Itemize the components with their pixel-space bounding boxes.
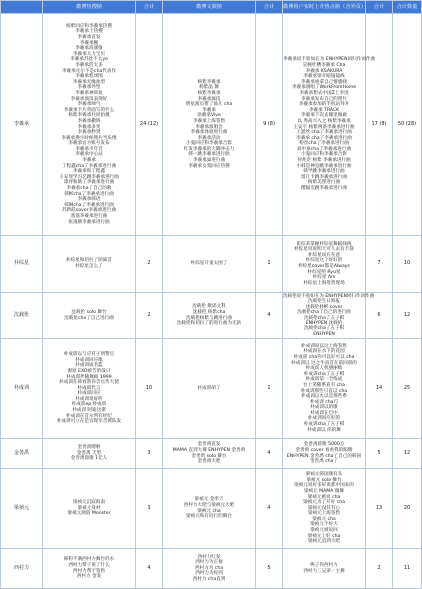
list-item: 梁祯元为了开好 cha xyxy=(303,500,345,506)
ent-total: 4 xyxy=(256,293,283,339)
list-item: 梁祯元被说 cha xyxy=(307,494,341,500)
rise-total: 14 xyxy=(366,339,393,439)
ent-list xyxy=(163,439,256,469)
grand-total: 50 (28) xyxy=(393,14,422,236)
list-item: 梁祯元 cha xyxy=(197,508,221,514)
list-item: 李羲承直发 xyxy=(77,35,101,40)
ent-total: 4 xyxy=(256,439,283,469)
list-item: 朴成训伴随舞蹈 1999 xyxy=(66,374,112,380)
list-item: 樱媛次跳李羲承进行曲 xyxy=(301,186,347,192)
list-item: 梁祯元身材 xyxy=(77,505,101,511)
row-name: 朴综星 xyxy=(1,236,43,293)
list-item: 李羲承体验进行曲 xyxy=(190,130,228,136)
list-item: 李羲承 TRACK xyxy=(308,107,340,113)
list-item: 朴成训在韩看韵你音官传大使 xyxy=(59,380,119,386)
list-item: 梁祯元上好 cha xyxy=(307,533,341,539)
list-item: 朴成训可立在范宣现军音援队发 xyxy=(56,419,122,425)
list-item: 李羲承发布自己的照片 xyxy=(301,96,347,102)
rise-total: 6 xyxy=(366,293,393,339)
list-item: 朴成训cha了五子棋 xyxy=(303,422,345,428)
rise-total: 7 xyxy=(366,236,393,293)
list-item: 何兆奇 杨紫 李羲承进行曲 xyxy=(297,158,351,164)
list-item: 杨紫李羲承 xyxy=(197,79,221,85)
list-item: 金善禹 cha了 xyxy=(309,459,339,465)
list-item: 李羲承苏丝不太yo xyxy=(70,57,108,63)
ent-list xyxy=(163,236,256,293)
list-item: 李羲承巢进行曲 xyxy=(192,158,226,164)
hot-total: 3 xyxy=(136,469,163,549)
header-grand-total: 合计数量 xyxy=(393,1,422,14)
list-item: 朴成训说以这上海签售 xyxy=(301,343,347,349)
list-item: 朴成训在巴中 xyxy=(310,410,338,416)
list-item: ENHYPEN 金善禹 cha了自己的韩国 xyxy=(286,453,362,459)
list-item: 留几卡跳李羲承进行曲 xyxy=(301,174,347,180)
list-item: 朴成训以 这之牛真首在前回训的 xyxy=(291,360,357,366)
list-item: 梁祯元不好大 xyxy=(310,522,338,528)
list-item: 西村力为你到 xyxy=(195,571,223,577)
list-item: 朴成训以的歌 xyxy=(310,405,338,411)
list-item: 沈载伦生日海报 xyxy=(308,299,340,305)
list-item: 韩琳cha了李羲承进行曲 xyxy=(64,202,114,208)
list-item: 朴成训回应 xyxy=(77,391,101,397)
list-item: 朴成训回应歌 xyxy=(75,357,103,363)
list-item: 李羲承多变 xyxy=(77,124,101,130)
rise-list xyxy=(283,439,366,469)
header-row xyxy=(1,1,422,14)
list-item: 李羲承说不验如在为 ENHYPEN回归作词作曲 xyxy=(283,57,376,63)
list-item: 李羲承韩语 xyxy=(77,197,101,203)
rise-total: 2 xyxy=(366,549,393,589)
list-item: 金善禹 cover 看看我的眼睛 xyxy=(295,447,353,453)
table-row xyxy=(1,236,422,293)
list-item: 韩一跳李羲承进行曲 xyxy=(188,152,230,158)
list-item: 梁祯元沉寂海南 xyxy=(72,500,106,506)
list-item: 朴综星这个好好的 xyxy=(305,258,343,264)
list-item: 李羲承演技表现好 xyxy=(70,96,108,102)
list-item: 金善禹 solo 舞台 xyxy=(191,453,227,459)
list-item: 梁祯元直到大吧 xyxy=(307,539,341,545)
list-item: 李羲承高颜值 xyxy=(75,46,103,52)
list-item: 粉丝cha了李羲承进行曲 xyxy=(299,141,349,147)
list-item: 朴成训成名篮 xyxy=(75,363,103,369)
list-item: 梁祯元颜值 Monster xyxy=(67,511,111,517)
list-item: 李羲承演技 xyxy=(197,96,221,102)
list-item: 徐羲承Vive xyxy=(197,113,221,119)
list-item: 沈载伦杨紫与跳进行曲 xyxy=(186,315,232,321)
table-row xyxy=(1,439,422,469)
list-item: 朴成训ep 朴成训 xyxy=(71,402,107,408)
list-item: 李羲承少年音 xyxy=(75,146,103,152)
hot-list xyxy=(43,14,136,236)
list-item: 梁祯元 MAMA 微舞 xyxy=(303,488,345,494)
list-item: 沈载伦朴彬 cover xyxy=(305,304,343,310)
list-item: 李羲承撒娇 xyxy=(77,118,101,124)
list-item: 西村力帮于签售 xyxy=(72,568,106,574)
list-item: 梁祯元 cha xyxy=(312,516,336,522)
list-item: 李羲承中心站 xyxy=(75,152,103,158)
list-item: 朴成训代言 xyxy=(77,385,101,391)
list-item: 王瑟丝 cha了李羲承进行曲 xyxy=(296,130,352,136)
ent-list xyxy=(163,339,256,439)
list-item: 张凌赫李羲承进行曲 xyxy=(68,219,110,225)
list-item: 朴成训cha了五子棋 xyxy=(303,371,345,377)
list-item: 苏新皓cover李羲承进行曲 xyxy=(61,208,117,214)
grand-total: 25 xyxy=(393,339,422,439)
list-item: 西村力帮子说了什么 xyxy=(68,562,110,568)
list-item: 小鬼回应和李羲承合影 xyxy=(301,152,347,158)
list-item: 朴成训第一全练成 xyxy=(305,377,343,383)
list-item: 沈载伦 杨紫cha xyxy=(192,309,226,315)
list-item: 朴综星上海签售现场 xyxy=(303,280,345,286)
list-item: 李羲承 KSAKURA xyxy=(305,68,343,74)
rise-list xyxy=(283,14,376,236)
list-item: 丁程鑫cha了李羲承进行曲 xyxy=(61,163,117,169)
row-name: 沈载伦 xyxy=(1,293,43,339)
list-item: 朴成训回应好的 xyxy=(307,416,341,422)
list-item: 金善禹嗯啦 xyxy=(77,445,101,451)
hot-total: 10 xyxy=(136,339,163,439)
list-item: 李羲承参加的手机站拜开 xyxy=(298,102,350,108)
list-item: 崔综来掌握朴综星舞蹈线线 xyxy=(296,241,352,247)
list-item: 梁祯元韩国颜有头 xyxy=(305,472,343,478)
list-item: 李羲承无缘油型 xyxy=(72,79,106,85)
list-item: 小韩是神是跳李羲承进行曲 xyxy=(296,163,352,169)
ent-total: 1 xyxy=(256,339,283,439)
list-item: 朴成训以火以是那些系 xyxy=(301,394,347,400)
list-item: 西村力 cha直到 xyxy=(192,576,226,582)
grand-total: 12 xyxy=(393,293,422,339)
list-item: 梁祯元说好多好说那中国来的 xyxy=(294,483,354,489)
list-item: 李羲承帅气 xyxy=(77,102,101,108)
list-item: 李羲承梁开眼镜镜线 xyxy=(303,74,345,80)
hot-total: 24 (12) xyxy=(136,14,163,236)
table-row xyxy=(1,469,422,549)
list-item: 李羲承兑尔不是cha代表作 xyxy=(61,68,117,74)
list-item: 蒸谣李羲承进行曲 xyxy=(70,214,108,219)
ent-total: 5 xyxy=(256,549,283,589)
list-item: 朴综星cover都是Always xyxy=(298,264,350,269)
list-item: 韩彬cha了李羲承进行曲 xyxy=(64,191,114,197)
grand-total: 12 xyxy=(393,439,422,469)
hot-list xyxy=(43,439,136,469)
list-item: 李羲承上热搜 xyxy=(75,29,103,35)
list-item: 韩粉不满西村力舞台轻水 xyxy=(63,557,115,563)
ent-total: 1 xyxy=(256,236,283,293)
list-item: 李羲承神回复 xyxy=(75,90,103,96)
hot-list xyxy=(43,339,136,439)
list-item: 李羲承活动 xyxy=(197,135,221,141)
rise-list xyxy=(283,469,366,549)
rise-total: 5 xyxy=(366,439,393,469)
list-item: 梁祯元被说回 xyxy=(310,528,338,534)
list-item: 李羲承想去中国Z上李进 xyxy=(299,90,349,96)
list-item: 朴综星怎么了 xyxy=(75,264,103,269)
header-name xyxy=(1,1,43,14)
hot-total: 4 xyxy=(136,549,163,589)
table-row xyxy=(1,549,422,589)
list-item: 金善禹 天型 xyxy=(76,450,102,456)
list-item: 小鬼回应和李羲承合影 xyxy=(186,141,232,147)
list-item: 李羲承下次去哪里做做 xyxy=(301,113,347,119)
rise-total: 13 xyxy=(366,469,393,549)
rise-list xyxy=(283,293,375,339)
list-item: 韩学跳李羲承进行曲 xyxy=(303,169,345,175)
list-item: 李羲承大力宝贝 xyxy=(72,51,106,57)
list-item: 西村力为 cha xyxy=(194,565,224,571)
table-row xyxy=(1,293,422,339)
hot-list xyxy=(43,549,136,589)
list-item: 杨紫李羲承共同拍摄 xyxy=(68,113,110,119)
hot-list xyxy=(43,469,136,549)
list-item: 李羲承机场图 xyxy=(75,74,103,80)
hot-list xyxy=(43,236,136,293)
list-item: 宣腕吐槽李羲承 Cha xyxy=(302,62,346,68)
row-name: 梁祯元 xyxy=(1,469,43,549)
header-weibo-ent: 微博文娱榜 xyxy=(163,1,256,14)
list-item: 朴成训以与应有子到警官 xyxy=(63,352,115,358)
list-item: 王安宇 杨紫两条李羲承进行曲 xyxy=(293,124,355,130)
list-item: 台上采随系直有 cha xyxy=(303,382,345,388)
ent-total: 9 (8) xyxy=(256,14,283,236)
list-item: 李羲承 cha了李羲承进行曲 xyxy=(296,135,352,141)
list-item: 李羲承 xyxy=(82,158,96,164)
list-item: 西村力红发 xyxy=(197,554,221,560)
header-hot-total: 合计 xyxy=(136,1,163,14)
list-item: 西村力大吧与梁祯元大吧 xyxy=(183,502,235,508)
list-item: 沈载伦cha了自己进行曲 xyxy=(64,315,114,321)
list-item: 金善禹晨歌 5000万 xyxy=(303,442,345,448)
list-item: 李羲承上海签售 xyxy=(192,118,226,124)
ent-list xyxy=(163,469,256,549)
list-item: 朴成训人机感丽练 xyxy=(305,366,343,372)
list-item: 李羲承和丁程鑫 xyxy=(72,169,106,175)
grand-total: 11 xyxy=(393,549,422,589)
list-item: 西村力为正视 xyxy=(195,560,223,566)
hot-total: 2 xyxy=(136,236,163,293)
list-item: 朴综星开童太困了 xyxy=(190,261,228,267)
header-rise-total: 合计 xyxy=(366,1,393,14)
list-item: 朴成训胡了 xyxy=(197,385,221,391)
list-item: 李羲承换小时候照片当头像 xyxy=(61,135,117,141)
list-item: 朴成训 阿迪达斯 xyxy=(72,408,106,414)
list-item: 金善禹直发 xyxy=(197,442,221,448)
list-item: 朴综星和切拉了陌离首 xyxy=(66,258,112,264)
list-item: 朴成训 cha巧 xyxy=(309,399,339,405)
list-item: ENHYPEN xyxy=(313,331,335,337)
list-item: 朴成训以 你的舞 xyxy=(307,427,341,433)
hot-total: 2 xyxy=(136,293,163,339)
list-item: 朴综星 Ars xyxy=(312,275,336,281)
list-item: 王安瑶学习艺跳李羲承进行曲 xyxy=(59,174,119,180)
ent-list xyxy=(163,14,256,236)
list-item: 李羲承外型 xyxy=(77,85,101,91)
list-item: 朴成训说好听 xyxy=(75,396,103,402)
rise-list xyxy=(283,236,366,293)
list-item: 漆坪和航了李羲承进行曲 xyxy=(63,180,115,186)
list-item: 刘中豪cha了李羲承进行曲 xyxy=(296,146,352,152)
list-item: 李羲承秒到 xyxy=(77,130,101,136)
list-item: 李羲承cha了自己的歌 xyxy=(66,186,112,192)
rise-list xyxy=(283,339,366,439)
hot-list xyxy=(43,293,136,339)
list-item: 明星演员帮了仙儿 cha xyxy=(185,102,233,108)
list-item: 杨紫回应和李羲承热搜 xyxy=(66,23,112,29)
list-item: 梁祯元 solo 舞台 xyxy=(306,477,342,483)
list-item: 李羲承卡片背面写的什么 xyxy=(63,107,115,113)
list-item: 李羲承官方账号发布 xyxy=(68,141,110,147)
list-item: 朴综星照 Ryu星 xyxy=(307,269,341,275)
header-weibo-hot: 微博热搜榜 xyxy=(43,1,136,14)
table-row xyxy=(1,339,422,439)
list-item: 朴综星说在在意 xyxy=(307,252,341,258)
list-item: 西村力 金发 xyxy=(76,574,102,580)
list-item: 金善禹大吧 xyxy=(197,459,221,465)
list-item: 红发李羲承的大脚冲击力 xyxy=(183,146,235,152)
list-item: 沈载伦和切拉了的进行曲为无款 xyxy=(176,321,242,327)
list-item: 鸭子你西村力 xyxy=(310,562,338,568)
row-name: 朴成训 xyxy=(1,339,43,439)
list-item: 杨紫美照进行曲 xyxy=(307,180,341,186)
list-item: MAMA 直到大赛 ENHYPEN 金善禹 xyxy=(172,447,246,453)
list-item: 李羲承演唱会 xyxy=(195,124,223,130)
ent-total: 4 xyxy=(256,469,283,549)
row-name: 西村力 xyxy=(1,549,43,589)
list-item: 朴综星说说明天可人去有卡箭 xyxy=(294,247,354,253)
hot-total: 3 xyxy=(136,439,163,469)
grand-total: 20 xyxy=(393,469,422,549)
header-ent-total: 合计 xyxy=(256,1,283,14)
list-item: 梁祯元没其有心 xyxy=(307,505,341,511)
list-item: 李羲承活太多 xyxy=(75,62,103,68)
list-item: 金善禹晨歌 1亿人 xyxy=(70,456,108,462)
list-item: 朴成训在首尔所有经纪 xyxy=(66,413,112,419)
list-item: 杨紫李羲承 xyxy=(197,90,221,96)
list-item: 梁祯元和有同行的舞台 xyxy=(186,514,232,520)
row-name: 李羲承 xyxy=(1,14,43,236)
list-item: 李羲承演唱了WorkFromHome xyxy=(291,85,357,91)
row-name: 金善禹 xyxy=(1,439,43,469)
list-item: 西村力三兄弟一主舞 xyxy=(303,568,345,574)
list-item: 李羲承重拿自己情感线 xyxy=(301,79,347,85)
list-item: 梁祯元上海签售 xyxy=(307,511,341,517)
list-item: 李羲承腕 xyxy=(79,40,99,46)
list-item: 沈载伦 歌谣文科 xyxy=(192,304,226,310)
grand-total: 10 xyxy=(393,236,422,293)
list-item: 朴成训在水下的花园 xyxy=(303,349,345,355)
list-item: 源原 EXO被告的战日 xyxy=(67,368,111,374)
list-item: 李羲承 xyxy=(202,107,216,113)
table-row xyxy=(1,14,422,236)
rise-total: 17 (8) xyxy=(366,14,393,236)
list-item: 朴成训 cha你可以好可以 cha xyxy=(293,354,355,360)
ent-list xyxy=(163,549,256,589)
list-item: 李羲承女寞回应热搜 xyxy=(188,163,230,169)
list-item: 沈载伦cha了五子棋 xyxy=(304,315,344,321)
list-item: 沈载伦 solo 舞台 xyxy=(71,309,107,315)
list-item: 沈载伦说不验如在为 ENHYPEN回归作词作曲 xyxy=(283,294,375,299)
list-item: 杨紫晶 舞 xyxy=(199,85,219,91)
list-item: 以 秀高兴入之 杨紫李羲承 xyxy=(297,118,351,124)
ent-list xyxy=(163,293,256,339)
list-item: 沈载伦cha了五子棋 xyxy=(304,326,344,332)
list-item: ENHYPEN 沈载伦 xyxy=(305,320,343,326)
header-rise: 微博用户实时上升热点榜（含外页） xyxy=(283,1,366,14)
list-item: 朴成训那些只直以 cha xyxy=(300,388,348,394)
rise-list xyxy=(283,549,366,589)
list-item: 沈载伦cha了自己的进行曲 xyxy=(297,310,351,316)
list-item: 梁祯元 金率天 xyxy=(194,497,224,503)
